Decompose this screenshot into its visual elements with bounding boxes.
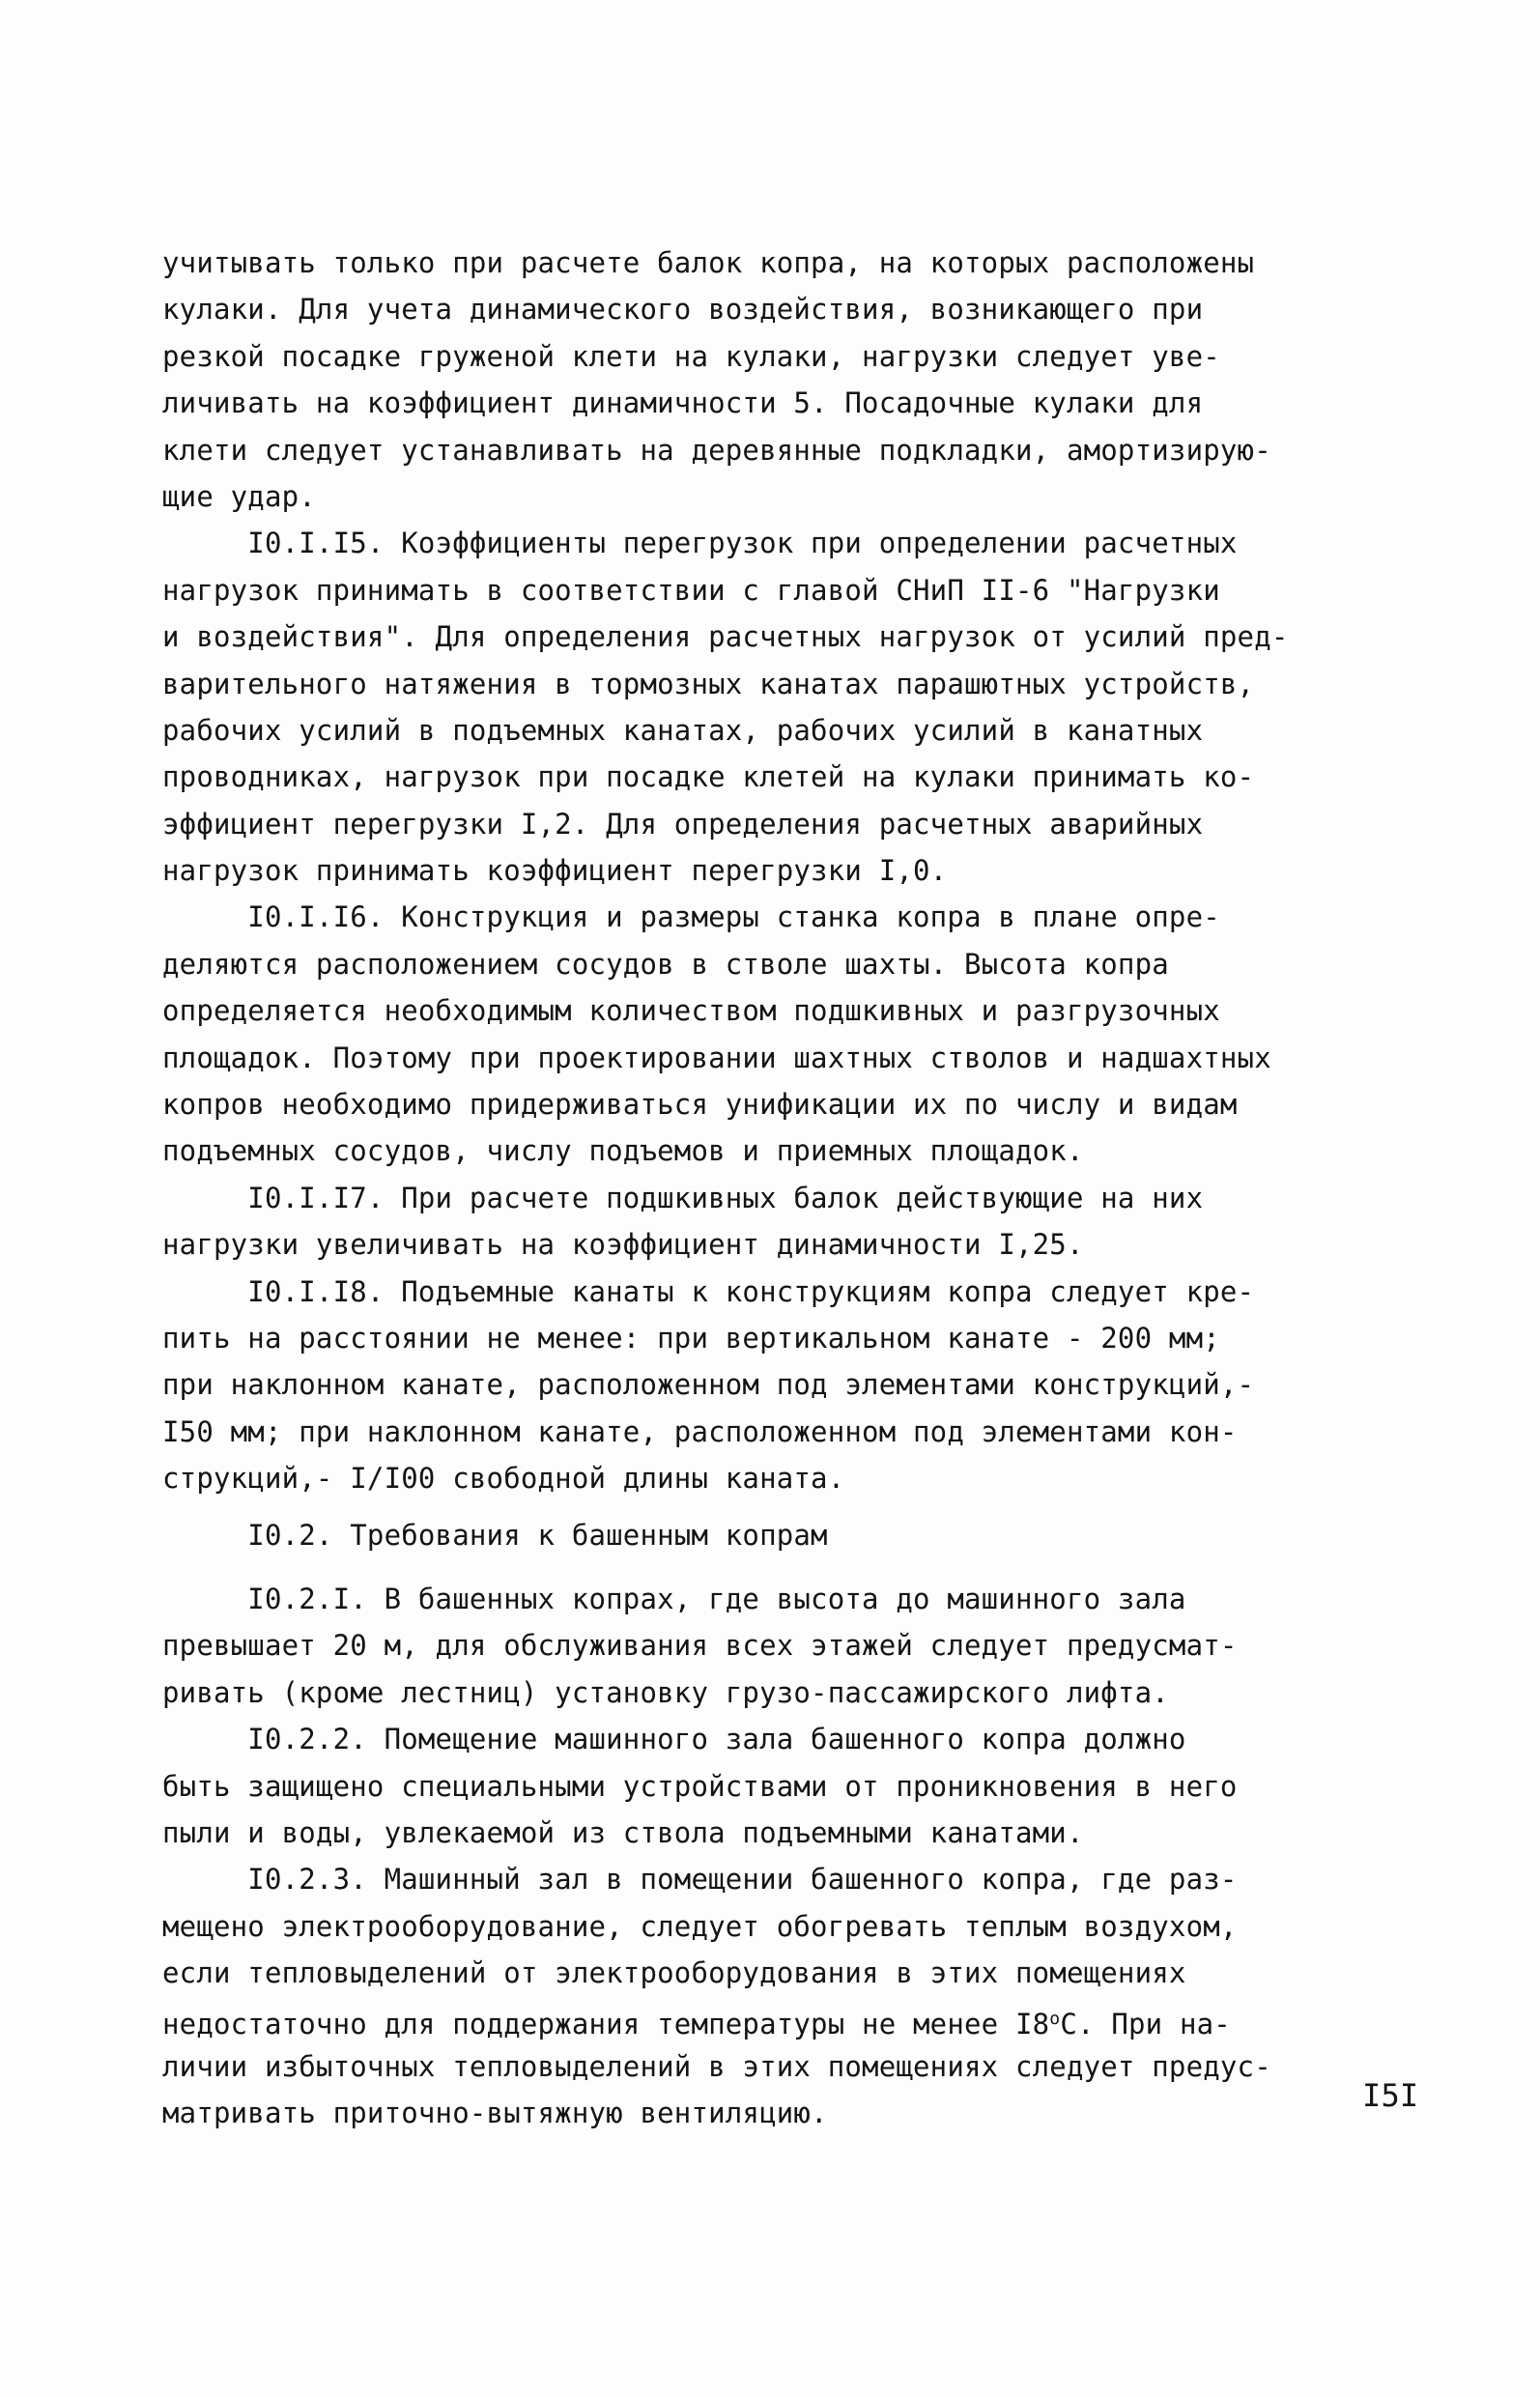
text-line: эффициент перегрузки I,2. Для определения расчетных аварийных <box>162 807 1204 841</box>
text-line: подъемных сосудов, числу подъемов и приемных площадок. <box>162 1134 1084 1168</box>
text-line: при наклонном канате, расположенном под элементами конструкций,- <box>162 1368 1255 1402</box>
text-line: проводниках, нагрузок при посадке клетей на кулаки принимать ко- <box>162 760 1255 794</box>
temperature-tail: С. При на- <box>1060 2008 1231 2041</box>
text-line: клети следует устанавливать на деревянные подкладки, амортизирую- <box>162 433 1271 467</box>
text-line: I50 мм; при наклонном канате, расположенном под элементами кон- <box>162 1414 1238 1448</box>
text-line: I0.2.3. Машинный зал в помещении башенного копра, где раз- <box>162 1863 1238 1897</box>
text-line: варительного натяжения в тормозных канатах парашютных устройств, <box>162 667 1255 700</box>
text-line: струкций,- I/I00 свободной длины каната. <box>162 1462 845 1496</box>
text-line: личии избыточных тепловыделений в этих помещениях следует предус- <box>162 2049 1271 2083</box>
text-line: учитывать только при расчете балок копра, на которых расположены <box>162 246 1255 279</box>
text-line: I0.2.I. В башенных копрах, где высота до машинного зала <box>162 1582 1186 1615</box>
text-line: и воздействия". Для определения расчетных нагрузок от усилий пред- <box>162 620 1289 654</box>
text-line: личивать на коэффициент динамичности 5. Посадочные кулаки для <box>162 386 1204 420</box>
text-line: I0.I.I6. Конструкция и размеры станка копра в плане опре- <box>162 900 1220 934</box>
text-line: рабочих усилий в подъемных канатах, рабочих усилий в канатных <box>162 713 1204 747</box>
body-text <box>162 240 1447 2137</box>
text-line: щие удар. <box>162 479 316 513</box>
text-line: определяется необходимым количеством подшкивных и разгрузочных <box>162 994 1220 1028</box>
temperature-text: недостаточно для поддержания температуры не менее I8 <box>162 2008 1050 2041</box>
text-line: нагрузки увеличивать на коэффициент динамичности I,25. <box>162 1228 1084 1262</box>
text-line-temperature <box>162 1996 1447 2042</box>
text-line: копров необходимо придерживаться унификации их по числу и видам <box>162 1088 1238 1122</box>
text-line: мещено электрооборудование, следует обогревать теплым воздухом, <box>162 1909 1238 1943</box>
page-number: I5I <box>1362 2077 1419 2114</box>
text-line: площадок. Поэтому при проектировании шахтных стволов и надшахтных <box>162 1041 1271 1074</box>
text-line: I0.I.I8. Подъемные канаты к конструкциям копра следует кре- <box>162 1274 1255 1308</box>
text-line: I0.I.I5. Коэффициенты перегрузок при определении расчетных <box>162 527 1238 560</box>
text-line: превышает 20 м, для обслуживания всех этажей следует предусмат- <box>162 1629 1238 1663</box>
text-line: I0.2.2. Помещение машинного зала башенного копра должно <box>162 1723 1186 1756</box>
text-line: ривать (кроме лестниц) установку грузо-пассажирского лифта. <box>162 1675 1169 1709</box>
text-line: нагрузок принимать в соответствии с главой СНиП II-6 "Нагрузки <box>162 573 1220 607</box>
section-heading: I0.2. Требования к башенным копрам <box>162 1518 828 1552</box>
text-line: нагрузок принимать коэффициент перегрузки I,0. <box>162 854 948 888</box>
text-line: резкой посадке груженой клети на кулаки, нагрузки следует уве- <box>162 339 1220 373</box>
text-line: если тепловыделений от электрооборудования в этих помещениях <box>162 1956 1186 1990</box>
text-line: пить на расстоянии не менее: при вертикальном канате - 200 мм; <box>162 1321 1220 1355</box>
text-line: деляются расположением сосудов в стволе шахты. Высота копра <box>162 947 1169 981</box>
text-line: I0.I.I7. При расчете подшкивных балок действующие на них <box>162 1181 1204 1214</box>
degree-mark: o <box>1049 2009 1061 2030</box>
text-line: кулаки. Для учета динамического воздействия, возникающего при <box>162 293 1204 327</box>
text-line: матривать приточно-вытяжную вентиляцию. <box>162 2097 828 2130</box>
text-line: пыли и воды, увлекаемой из ствола подъемными канатами. <box>162 1815 1084 1849</box>
text-line: быть защищено специальными устройствами от проникновения в него <box>162 1769 1238 1803</box>
